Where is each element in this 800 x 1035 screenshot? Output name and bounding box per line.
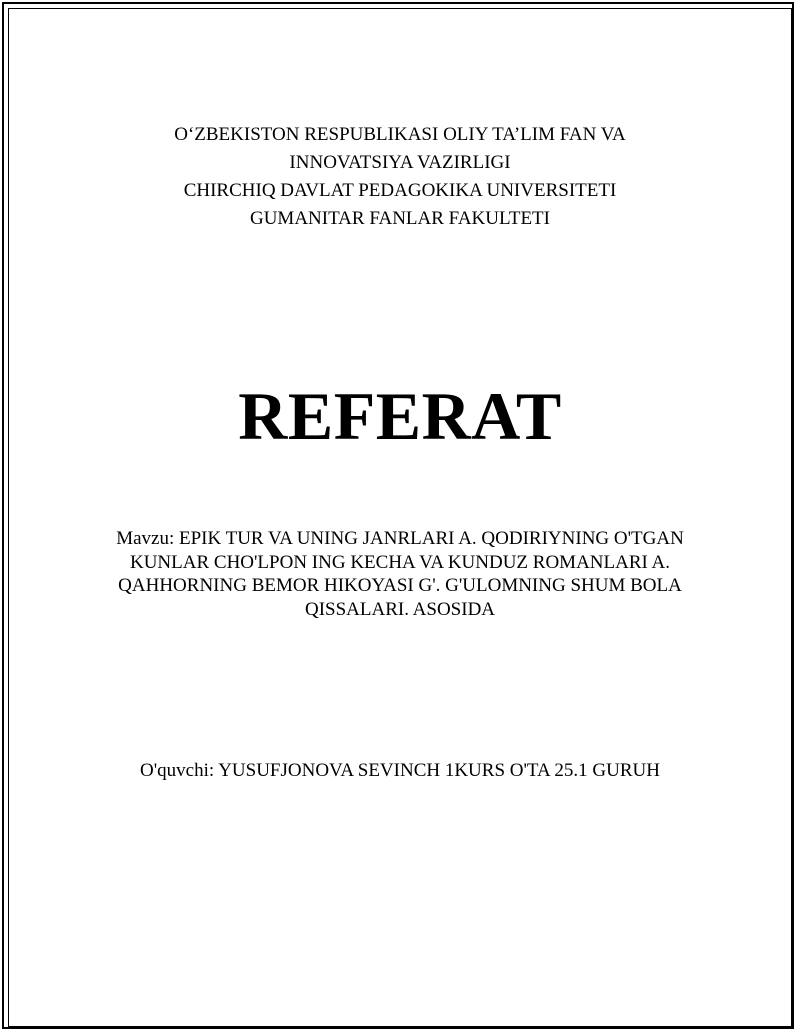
institution-header: [0, 121, 800, 233]
topic-line: Mavzu: EPIK TUR VA UNING JANRLARI A. QODIRIYNING O'TGAN: [116, 528, 684, 549]
header-line: O‘ZBEKISTON RESPUBLIKASI OLIY TA’LIM FAN VA: [174, 124, 626, 145]
header-line: CHIRCHIQ DAVLAT PEDAGOKIKA UNIVERSITETI: [183, 180, 617, 201]
header-line: INNOVATSIYA VAZIRLIGI: [289, 152, 511, 173]
student-info: O'quvchi: YUSUFJONOVA SEVINCH 1KURS O'TA 25.1 GURUH: [140, 760, 660, 781]
topic-line: QISSALARI. ASOSIDA: [304, 598, 496, 620]
header-line: GUMANITAR FANLAR FAKULTETI: [249, 208, 550, 229]
topic-line: QAHHORNING BEMOR HIKOYASI G'. G'ULOMNING SHUM BOLA: [118, 575, 682, 596]
topic-line: KUNLAR CHO'LPON ING KECHA VA KUNDUZ ROMANLARI A.: [129, 551, 671, 573]
document-title: REFERAT: [238, 378, 562, 454]
topic-block: [112, 527, 688, 621]
